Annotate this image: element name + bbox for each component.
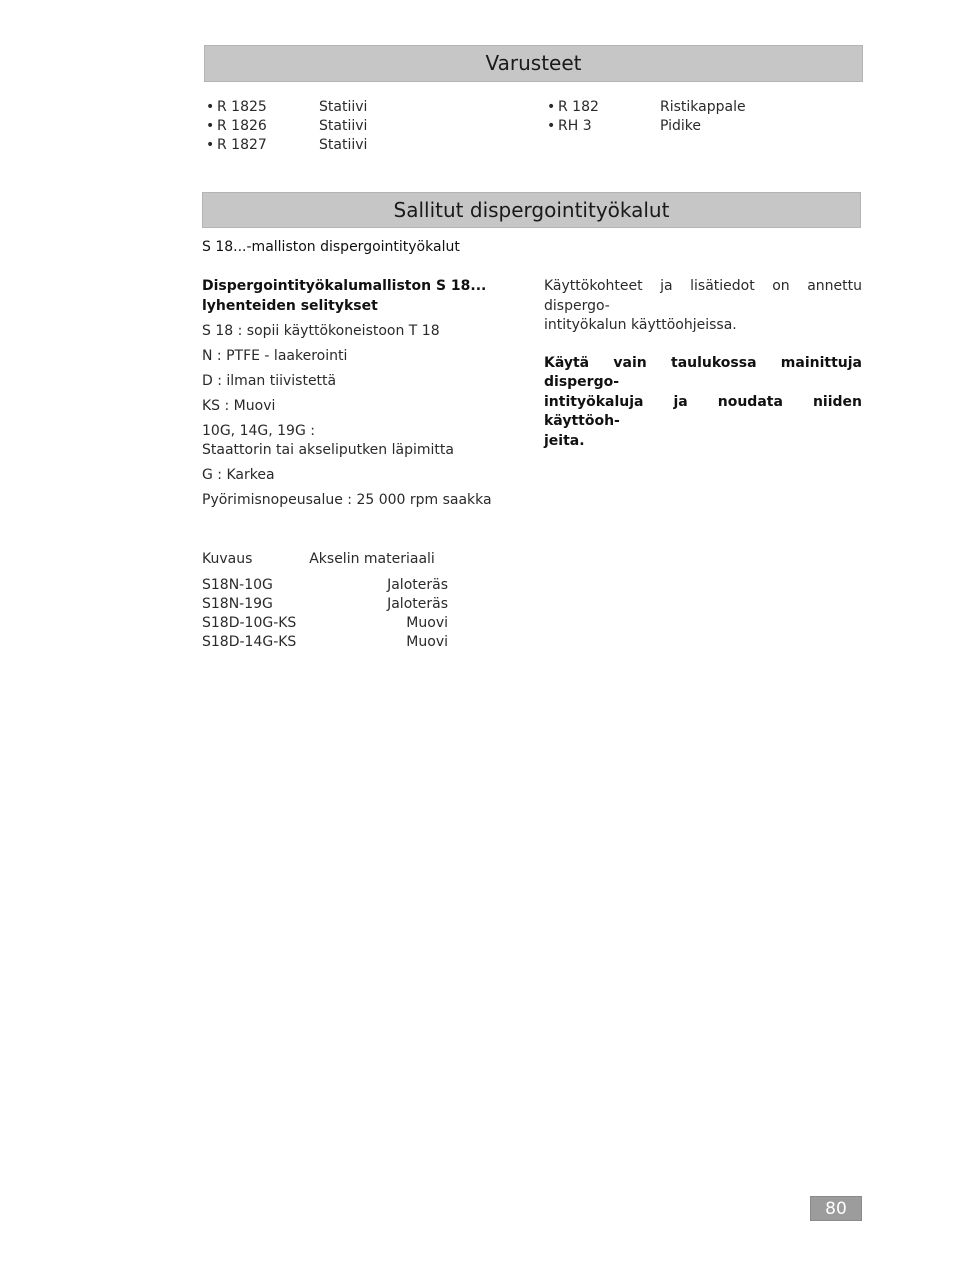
list-item <box>547 98 847 117</box>
warning-line3: jeita. <box>544 432 585 449</box>
warning-line1: Käytä vain taulukossa mainittuja dispergo- <box>544 354 862 390</box>
accessory-name: Statiivi <box>319 118 368 134</box>
definition-n: N : PTFE - laakerointi <box>202 347 348 364</box>
warning-line2: intityökaluja ja noudata niiden käyttöoh- <box>544 393 862 429</box>
accessory-name: Ristikappale <box>660 99 746 115</box>
tools-subheading: S 18...-malliston dispergointityökalut <box>202 239 460 255</box>
definition-coarse: G : Karkea <box>202 467 275 483</box>
bullet-icon: • <box>206 137 215 153</box>
accessory-code: R 182 <box>558 99 599 115</box>
accessories-list-right <box>547 98 847 136</box>
tool-material: Muovi <box>406 615 448 631</box>
accessory-name: Statiivi <box>319 99 368 115</box>
definition-diameter-line1: 10G, 14G, 19G : <box>202 422 315 439</box>
tool-description: S18N-10G <box>202 577 273 593</box>
definition-d: D : ilman tiivistettä <box>202 372 337 389</box>
accessory-code: R 1826 <box>217 118 267 134</box>
column-header-description: Kuvaus <box>202 551 253 567</box>
tool-material: Jaloteräs <box>387 596 448 612</box>
bullet-icon: • <box>547 99 556 115</box>
tool-material: Muovi <box>406 634 448 650</box>
list-item <box>547 117 847 136</box>
definition-s18: S 18 : sopii käyttökoneistoon T 18 <box>202 322 440 339</box>
bullet-icon: • <box>547 118 556 134</box>
list-item <box>206 117 506 136</box>
accessories-heading: Varusteet <box>204 45 863 82</box>
tools-table <box>202 550 452 652</box>
accessory-code: R 1825 <box>217 99 267 115</box>
bullet-icon: • <box>206 118 215 134</box>
accessory-code: R 1827 <box>217 137 267 153</box>
table-row <box>202 595 452 614</box>
tool-material: Jaloteräs <box>387 577 448 593</box>
definition-speed: Pyörimisnopeusalue : 25 000 rpm saakka <box>202 492 492 508</box>
abbreviations-title-line2: lyhenteiden selitykset <box>202 297 378 314</box>
abbreviations-column <box>202 277 522 511</box>
definition-diameter-line2: Staattorin tai akseliputken läpimitta <box>202 442 454 458</box>
table-header-row <box>202 550 452 576</box>
list-item <box>206 98 506 117</box>
table-row <box>202 633 452 652</box>
definition-ks: KS : Muovi <box>202 397 276 414</box>
abbreviations-title-line1: Dispergointityökalumalliston S 18... <box>202 278 487 294</box>
tool-description: S18D-10G-KS <box>202 615 297 631</box>
tool-description: S18N-19G <box>202 596 273 612</box>
column-header-material: Akselin materiaali <box>309 551 435 567</box>
page-number: 80 <box>810 1196 862 1221</box>
tools-heading: Sallitut dispergointityökalut <box>202 192 861 228</box>
note-line2: intityökalun käyttöohjeissa. <box>544 317 737 333</box>
accessory-name: Pidike <box>660 118 702 134</box>
tool-description: S18D-14G-KS <box>202 634 297 650</box>
table-row <box>202 576 452 595</box>
accessory-name: Statiivi <box>319 137 368 153</box>
bullet-icon: • <box>206 99 215 115</box>
notes-column <box>544 277 862 451</box>
accessory-code: RH 3 <box>558 118 592 134</box>
list-item <box>206 136 506 155</box>
table-row <box>202 614 452 633</box>
note-line1: Käyttökohteet ja lisätiedot on annettu dispergo- <box>544 278 862 314</box>
accessories-list-left <box>206 98 506 155</box>
